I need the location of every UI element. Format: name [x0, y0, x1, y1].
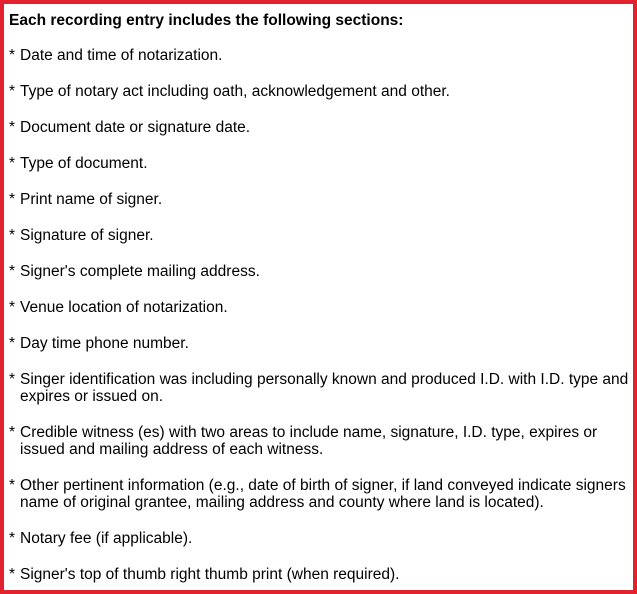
- bullet-asterisk: *: [9, 227, 16, 244]
- list-item-text: Type of document.: [20, 155, 148, 172]
- bullet-asterisk: *: [9, 155, 16, 172]
- bullet-asterisk: *: [9, 191, 16, 208]
- list-item-phone-number: [9, 335, 631, 352]
- bullet-asterisk: *: [9, 83, 16, 100]
- bullet-asterisk: *: [9, 119, 16, 136]
- list-item-text: Other pertinent information (e.g., date of birth of signer, if land conveyed indicate signers name of original grantee, mailing address and county where land is located).: [20, 477, 626, 511]
- list-item-signer-name: [9, 191, 631, 208]
- list-item-document-date: [9, 119, 631, 136]
- list-item-mailing-address: [9, 263, 631, 280]
- list-item-document-type: [9, 155, 631, 172]
- list-item-credible-witness: [9, 424, 631, 458]
- list-item-text: Signer's complete mailing address.: [20, 263, 260, 280]
- sections-list: [9, 47, 631, 583]
- list-item-text: Type of notary act including oath, acknowledgement and other.: [20, 83, 450, 100]
- list-item-text: Venue location of notarization.: [20, 299, 228, 316]
- list-item-notary-fee: [9, 530, 631, 547]
- bullet-asterisk: *: [9, 299, 16, 316]
- list-item-signer-identification: [9, 371, 631, 405]
- content-block: [9, 12, 631, 583]
- list-item-text: Day time phone number.: [20, 335, 189, 352]
- list-item-text: Print name of signer.: [20, 191, 163, 208]
- bullet-asterisk: *: [9, 371, 16, 388]
- section-heading: Each recording entry includes the following sections:: [9, 12, 404, 29]
- list-item-text: Signature of signer.: [20, 227, 154, 244]
- list-item-text: Date and time of notarization.: [20, 47, 223, 64]
- list-item-other-information: [9, 477, 631, 511]
- list-item-text: Singer identification was including personally known and produced I.D. with I.D. type and expires or issued on.: [20, 371, 629, 405]
- bullet-asterisk: *: [9, 477, 16, 494]
- list-item-signer-signature: [9, 227, 631, 244]
- bullet-asterisk: *: [9, 47, 16, 64]
- list-item-text: Signer's top of thumb right thumb print (when required).: [20, 566, 400, 583]
- list-item-text: Document date or signature date.: [20, 119, 251, 136]
- list-item-text: Credible witness (es) with two areas to include name, signature, I.D. type, expires or issued and mailing address of each witness.: [20, 424, 598, 458]
- list-item-text: Notary fee (if applicable).: [20, 530, 193, 547]
- list-item-thumb-print: [9, 566, 631, 583]
- bullet-asterisk: *: [9, 263, 16, 280]
- bullet-asterisk: *: [9, 530, 16, 547]
- bullet-asterisk: *: [9, 335, 16, 352]
- list-item-notary-act-type: [9, 83, 631, 100]
- bullet-asterisk: *: [9, 566, 16, 583]
- list-item-venue-location: [9, 299, 631, 316]
- list-item-date-time: [9, 47, 631, 64]
- bullet-asterisk: *: [9, 424, 16, 441]
